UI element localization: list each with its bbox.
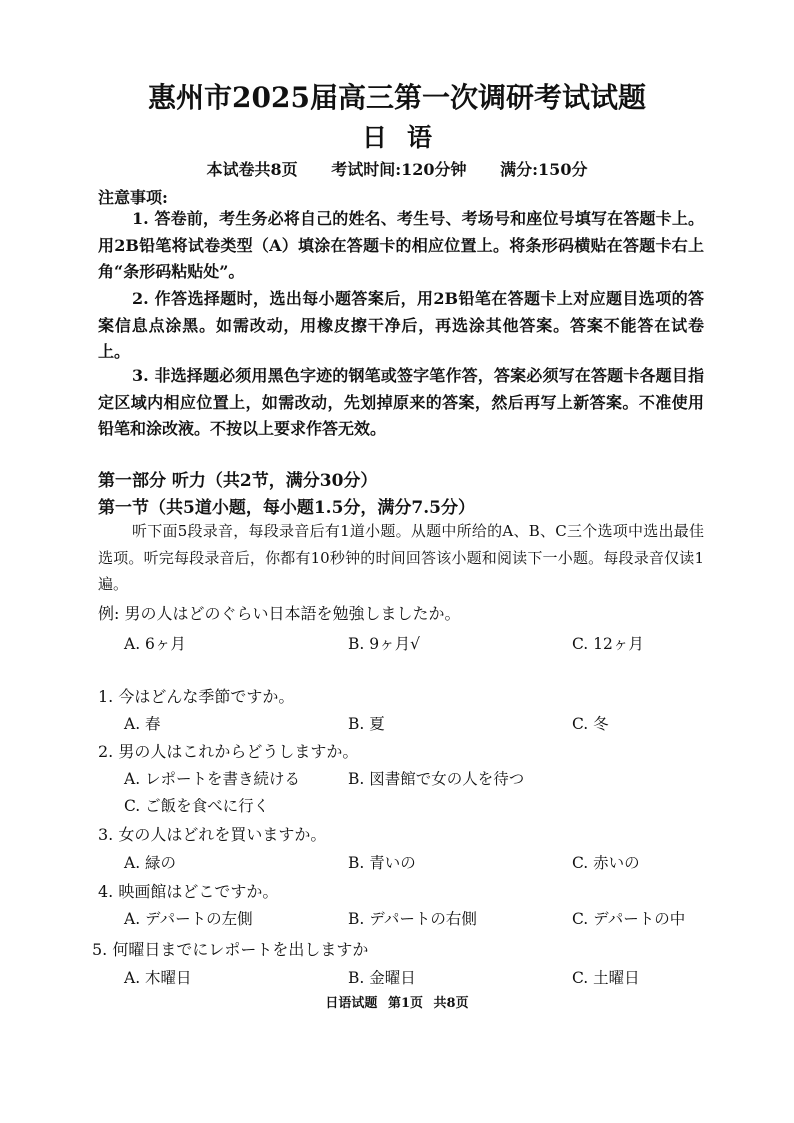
question-5: 5. 何曜日までにレポートを出しますか (92, 940, 369, 959)
question-3: 3. 女の人はどれを買いますか。 (98, 825, 327, 844)
question-3-option-a: A. 緑の (124, 854, 177, 872)
question-5-option-a: A. 木曜日 (124, 969, 192, 987)
footer-subject: 日语试题 (325, 996, 378, 1011)
question-1-option-a: A. 春 (124, 715, 161, 733)
question-4-option-b: B. デパートの右側 (348, 910, 477, 928)
notice-item-3: 3. 非选择题必须用黑色字迹的钢笔或签字笔作答，答案必须写在答题卡各题目指定区域内相应位置上，如需改动，先划掉原来的答案，然后再写上新答案。不准使用铅笔和涂改液。不按以上要求作答无效。 (98, 366, 704, 438)
notice-item-1: 1. 答卷前，考生务必将自己的姓名、考生号、考场号和座位号填写在答题卡上。用2B铅笔将试卷类型（A）填涂在答题卡的相应位置上。将条形码横贴在答题卡右上角“条形码粘贴处”。 (98, 209, 704, 281)
example-option-b: B. 9ヶ月√ (348, 635, 420, 653)
question-1: 1. 今はどんな季節ですか。 (98, 687, 295, 706)
question-4-option-a: A. デパートの左側 (124, 910, 253, 928)
example-option-c: C. 12ヶ月 (572, 635, 644, 653)
question-1-option-b: B. 夏 (348, 715, 385, 733)
exam-time: 考试时间:120分钟 (331, 160, 467, 179)
notice-heading: 注意事项: (98, 188, 168, 207)
question-2: 2. 男の人はこれからどうしますか。 (98, 742, 359, 761)
footer-total-pages: 共8页 (433, 996, 469, 1011)
question-5-option-c: C. 土曜日 (572, 969, 640, 987)
question-2-option-a: A. レポートを書き続ける (124, 770, 301, 788)
section-heading: 第一节（共5道小题，每小题1.5分，满分7.5分） (98, 498, 475, 518)
question-5-option-b: B. 金曜日 (348, 969, 416, 987)
full-score: 满分:150分 (500, 160, 588, 179)
notice-item-2: 2. 作答选择题时，选出每小题答案后，用2B铅笔在答题卡上对应题目选项的答案信息点涂黑。如需改动，用橡皮擦干净后，再选涂其他答案。答案不能答在试卷上。 (98, 289, 704, 361)
question-2-option-c: C. ご飯を食べに行く (124, 797, 270, 815)
page-footer (0, 992, 794, 1011)
question-2-option-b: B. 図書館で女の人を待つ (348, 770, 525, 788)
question-3-option-b: B. 青いの (348, 854, 416, 872)
section-instructions: 听下面5段录音，每段录音后有1道小题。从题中所给的A、B、C三个选项中选出最佳选项。听完每段录音后，你都有10秒钟的时间回答该小题和阅读下一小题。每段录音仅读1遍。 (98, 522, 704, 593)
exam-subject: 日语 (361, 123, 452, 152)
example-option-a: A. 6ヶ月 (124, 635, 186, 653)
exam-title: 惠州市2025届高三第一次调研考试试题 (148, 81, 646, 114)
part-heading: 第一部分 听力（共2节，满分30分） (98, 471, 378, 491)
question-4-option-c: C. デパートの中 (572, 910, 686, 928)
example-question: 例: 男の人はどのぐらい日本語を勉強しましたか。 (98, 604, 461, 623)
question-1-option-c: C. 冬 (572, 715, 609, 733)
page-count: 本试卷共8页 (206, 160, 298, 179)
exam-meta (0, 157, 794, 180)
question-3-option-c: C. 赤いの (572, 854, 640, 872)
footer-page-number: 第1页 (387, 996, 423, 1011)
question-4: 4. 映画館はどこですか。 (98, 882, 279, 901)
